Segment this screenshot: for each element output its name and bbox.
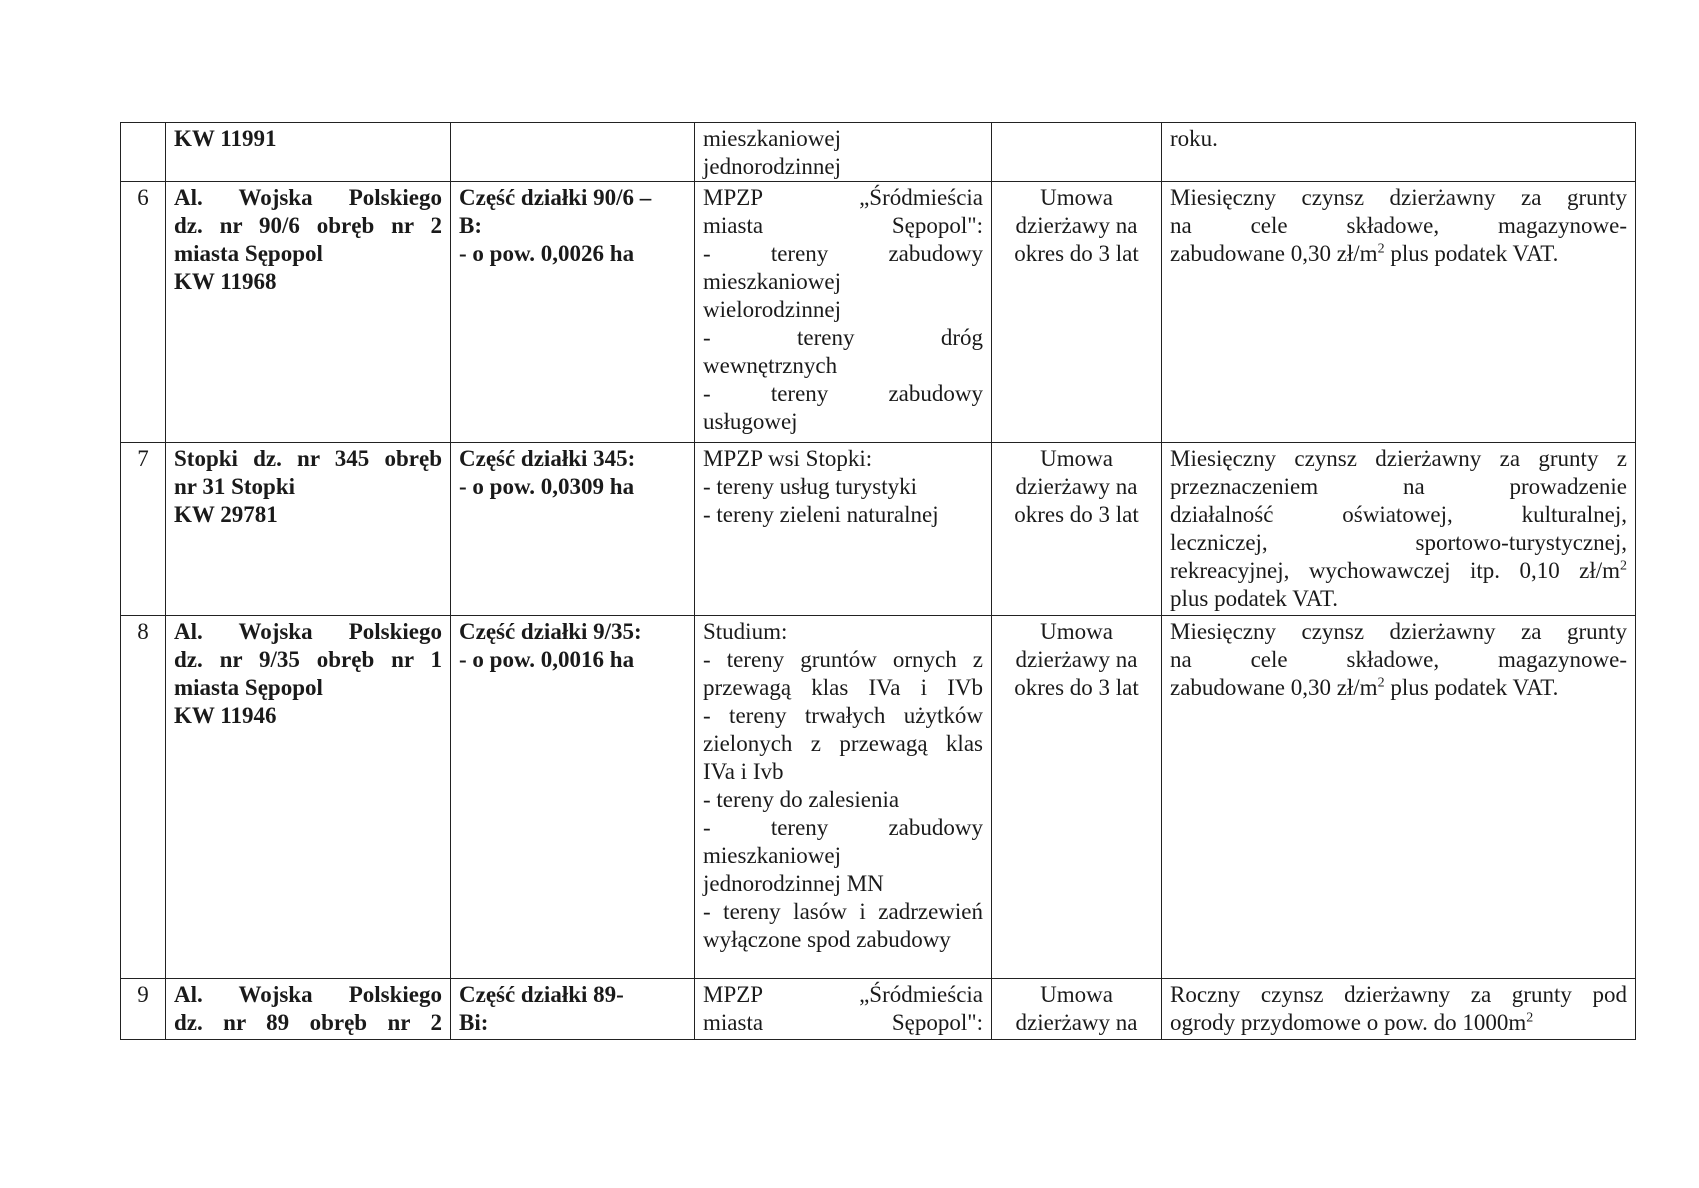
plot-location-cell <box>166 979 451 1040</box>
zoning-plan-cell <box>695 616 992 979</box>
text-line: Umowa <box>1040 982 1113 1007</box>
text-line: usługowej <box>703 409 798 434</box>
text-line: przeznaczeniem na prowadzenie <box>1170 474 1627 499</box>
text-line: okres do 3 lat <box>1014 502 1139 527</box>
zoning-plan-cell <box>695 443 992 616</box>
row-number: 6 <box>121 182 166 443</box>
text-line: Bi: <box>459 1010 489 1035</box>
text-line: roku. <box>1170 126 1218 151</box>
text-line: na cele składowe, magazynowe- <box>1170 213 1627 238</box>
text-line: okres do 3 lat <box>1014 675 1139 700</box>
text-line: wielorodzinnej <box>703 297 841 322</box>
text-line: KW 29781 <box>174 502 278 527</box>
plot-part-cell <box>451 616 695 979</box>
text-line: Stopki dz. nr 345 obręb <box>174 446 442 471</box>
table-row <box>121 182 1636 443</box>
text-line: MPZP wsi Stopki: <box>703 446 873 471</box>
text-line: dz. nr 90/6 obręb nr 2 <box>174 213 442 238</box>
table-row <box>121 443 1636 616</box>
text-line: - o pow. 0,0309 ha <box>459 474 635 499</box>
contract-cell <box>992 123 1162 182</box>
text-line: dzierżawy na <box>1015 474 1138 499</box>
text-line: wewnętrznych <box>703 353 838 378</box>
text-line: plus podatek VAT. <box>1170 586 1339 611</box>
text-line: - tereny gruntów ornych z <box>703 647 983 672</box>
superscript: 2 <box>1377 241 1385 257</box>
text-line: dz. nr 89 obręb nr 2 <box>174 1010 442 1035</box>
text-line: B: <box>459 213 482 238</box>
text-line: Al. Wojska Polskiego <box>174 619 442 644</box>
text-line: miasta Sępopol <box>174 241 323 266</box>
text-line: Umowa <box>1040 185 1113 210</box>
text-line: wyłączone spod zabudowy <box>703 927 951 952</box>
rent-cell <box>1162 443 1636 616</box>
text-line: ogrody przydomowe o pow. do $1000m^2$ <box>1170 1010 1534 1035</box>
text-line: Część działki 9/35: <box>459 619 642 644</box>
text-line: przewagą klas IVa i IVb <box>703 675 983 700</box>
text-line: - tereny lasów i zadrzewień <box>703 899 983 924</box>
text-line: Al. Wojska Polskiego <box>174 982 442 1007</box>
text-line: działalność oświatowej, kulturalnej, <box>1170 502 1627 527</box>
superscript: 2 <box>1377 675 1385 691</box>
table-row <box>121 616 1636 979</box>
table-row <box>121 123 1636 182</box>
contract-cell <box>992 182 1162 443</box>
text-line: - tereny zabudowy <box>703 241 983 266</box>
row-number: 9 <box>121 979 166 1040</box>
text-line: Miesięczny czynsz dzierżawny za grunty <box>1170 185 1627 210</box>
text-line: - tereny do zalesienia <box>703 787 900 812</box>
plot-location-cell <box>166 123 451 182</box>
text-line: okres do 3 lat <box>1014 241 1139 266</box>
contract-cell <box>992 979 1162 1040</box>
text-line: nr 31 Stopki <box>174 474 296 499</box>
text-line: - tereny dróg <box>703 325 983 350</box>
superscript: 2 <box>1526 1010 1534 1026</box>
text-line: - tereny usług turystyki <box>703 474 917 499</box>
text-line: IVa i Ivb <box>703 759 784 784</box>
text-line: - tereny trwałych użytków <box>703 703 983 728</box>
text-line: jednorodzinnej MN <box>703 871 884 896</box>
text-line: Roczny czynsz dzierżawny za grunty pod <box>1170 982 1627 1007</box>
text-line: MPZP „Śródmieścia <box>703 982 983 1007</box>
text-line: Część działki 90/6 – <box>459 185 652 210</box>
text-line: KW 11991 <box>174 126 277 151</box>
row-number: 8 <box>121 616 166 979</box>
text-line: Część działki 89- <box>459 982 624 1007</box>
plot-part-cell <box>451 123 695 182</box>
text-line: - tereny zieleni naturalnej <box>703 502 939 527</box>
text-line: MPZP „Śródmieścia <box>703 185 983 210</box>
text-line: leczniczej, sportowo-turystycznej, <box>1170 530 1627 555</box>
text-line: dzierżawy na <box>1015 213 1138 238</box>
rent-cell <box>1162 123 1636 182</box>
text-line: Miesięczny czynsz dzierżawny za grunty z <box>1170 446 1627 471</box>
row-number <box>121 123 166 182</box>
text-line: Miesięczny czynsz dzierżawny za grunty <box>1170 619 1627 644</box>
plot-part-cell <box>451 182 695 443</box>
text-line: KW 11946 <box>174 703 277 728</box>
plot-location-cell <box>166 182 451 443</box>
plot-part-cell <box>451 979 695 1040</box>
text-line: Studium: <box>703 619 788 644</box>
rent-cell <box>1162 182 1636 443</box>
lease-table <box>120 122 1636 1040</box>
plot-location-cell <box>166 616 451 979</box>
zoning-plan-cell <box>695 123 992 182</box>
text-line: rekreacyjnej, wychowawczej itp. 0,10 $zł/m^2$ <box>1170 558 1627 583</box>
text-line: Część działki 345: <box>459 446 636 471</box>
text-line: na cele składowe, magazynowe- <box>1170 647 1627 672</box>
text-line: KW 11968 <box>174 269 277 294</box>
plot-part-cell <box>451 443 695 616</box>
text-line: dz. nr 9/35 obręb nr 1 <box>174 647 442 672</box>
text-line: jednorodzinnej <box>703 154 841 179</box>
text-line: zielonych z przewagą klas <box>703 731 983 756</box>
text-line: miasta Sępopol": <box>703 213 983 238</box>
text-line: - tereny zabudowy <box>703 815 983 840</box>
rent-cell <box>1162 616 1636 979</box>
plot-location-cell <box>166 443 451 616</box>
table-row <box>121 979 1636 1040</box>
text-line: - o pow. 0,0026 ha <box>459 241 635 266</box>
zoning-plan-cell <box>695 182 992 443</box>
text-line: Al. Wojska Polskiego <box>174 185 442 210</box>
text-line: dzierżawy na <box>1015 1010 1138 1035</box>
text-line: - o pow. 0,0016 ha <box>459 647 635 672</box>
text-line: zabudowane 0,30 $zł/m^2$ plus podatek VAT. <box>1170 675 1559 700</box>
rent-cell <box>1162 979 1636 1040</box>
text-line: - tereny zabudowy <box>703 381 983 406</box>
row-number: 7 <box>121 443 166 616</box>
contract-cell <box>992 443 1162 616</box>
superscript: 2 <box>1620 558 1627 574</box>
text-line: miasta Sępopol <box>174 675 323 700</box>
text-line: mieszkaniowej <box>703 843 841 868</box>
contract-cell <box>992 616 1162 979</box>
text-line: Umowa <box>1040 446 1113 471</box>
text-line: dzierżawy na <box>1015 647 1138 672</box>
text-line: Umowa <box>1040 619 1113 644</box>
zoning-plan-cell <box>695 979 992 1040</box>
text-line: mieszkaniowej <box>703 126 841 151</box>
text-line: miasta Sępopol": <box>703 1010 983 1035</box>
text-line: mieszkaniowej <box>703 269 841 294</box>
text-line: zabudowane 0,30 $zł/m^2$ plus podatek VAT. <box>1170 241 1559 266</box>
